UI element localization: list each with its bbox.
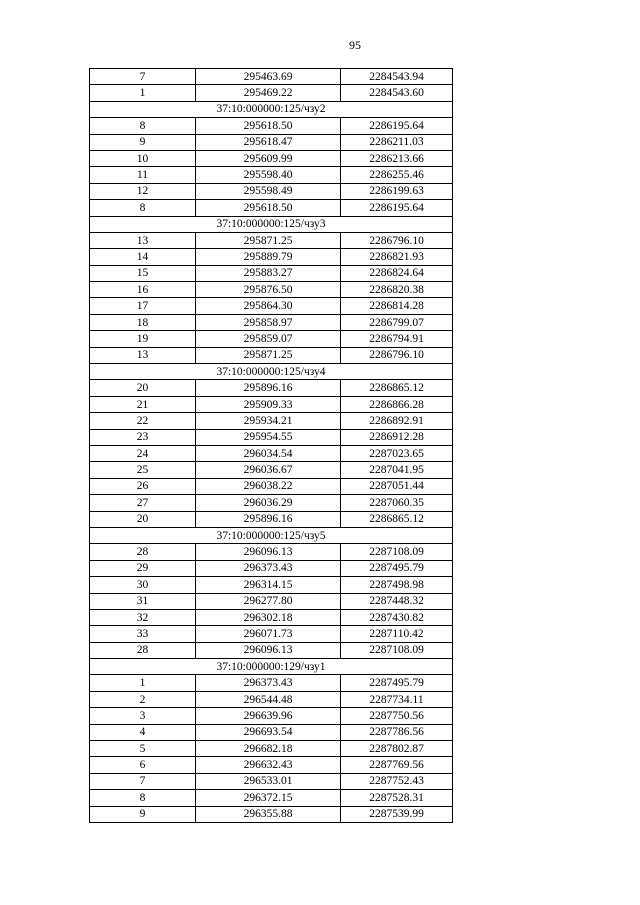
section-label: 37:10:000000:125/чзу2 (90, 101, 453, 117)
table-row (90, 183, 453, 199)
y-coordinate-cell: 2286255.46 (341, 167, 453, 183)
x-coordinate-cell: 296034.54 (196, 445, 341, 461)
point-number-cell: 6 (90, 757, 196, 773)
table-row (90, 429, 453, 445)
table-row (90, 609, 453, 625)
y-coordinate-cell: 2286211.03 (341, 134, 453, 150)
section-header-row (90, 364, 453, 380)
table-row (90, 544, 453, 560)
x-coordinate-cell: 296372.15 (196, 790, 341, 806)
y-coordinate-cell: 2287786.56 (341, 724, 453, 740)
point-number-cell: 24 (90, 445, 196, 461)
point-number-cell: 8 (90, 790, 196, 806)
y-coordinate-cell: 2286824.64 (341, 265, 453, 281)
y-coordinate-cell: 2286892.91 (341, 413, 453, 429)
x-coordinate-cell: 295954.55 (196, 429, 341, 445)
table-row (90, 150, 453, 166)
x-coordinate-cell: 295889.79 (196, 249, 341, 265)
y-coordinate-cell: 2287430.82 (341, 609, 453, 625)
point-number-cell: 23 (90, 429, 196, 445)
y-coordinate-cell: 2286796.10 (341, 347, 453, 363)
point-number-cell: 9 (90, 806, 196, 822)
table-row (90, 118, 453, 134)
point-number-cell: 10 (90, 150, 196, 166)
y-coordinate-cell: 2286865.12 (341, 511, 453, 527)
y-coordinate-cell: 2286814.28 (341, 298, 453, 314)
y-coordinate-cell: 2286195.64 (341, 200, 453, 216)
table-row (90, 462, 453, 478)
point-number-cell: 11 (90, 167, 196, 183)
point-number-cell: 8 (90, 118, 196, 134)
table-row (90, 560, 453, 576)
point-number-cell: 9 (90, 134, 196, 150)
y-coordinate-cell: 2286820.38 (341, 282, 453, 298)
point-number-cell: 28 (90, 544, 196, 560)
table-row (90, 445, 453, 461)
point-number-cell: 18 (90, 314, 196, 330)
x-coordinate-cell: 296682.18 (196, 741, 341, 757)
x-coordinate-cell: 295598.49 (196, 183, 341, 199)
table-row (90, 593, 453, 609)
y-coordinate-cell: 2286796.10 (341, 232, 453, 248)
y-coordinate-cell: 2286199.63 (341, 183, 453, 199)
x-coordinate-cell: 295618.50 (196, 118, 341, 134)
y-coordinate-cell: 2287108.09 (341, 642, 453, 658)
section-label: 37:10:000000:125/чзу5 (90, 527, 453, 543)
x-coordinate-cell: 295871.25 (196, 347, 341, 363)
point-number-cell: 7 (90, 773, 196, 789)
point-number-cell: 33 (90, 626, 196, 642)
point-number-cell: 13 (90, 232, 196, 248)
point-number-cell: 19 (90, 331, 196, 347)
x-coordinate-cell: 296277.80 (196, 593, 341, 609)
table-row (90, 134, 453, 150)
point-number-cell: 27 (90, 495, 196, 511)
table-row (90, 577, 453, 593)
table-row (90, 265, 453, 281)
x-coordinate-cell: 296632.43 (196, 757, 341, 773)
y-coordinate-cell: 2284543.60 (341, 85, 453, 101)
x-coordinate-cell: 295864.30 (196, 298, 341, 314)
x-coordinate-cell: 295934.21 (196, 413, 341, 429)
y-coordinate-cell: 2286865.12 (341, 380, 453, 396)
table-row (90, 626, 453, 642)
table-row (90, 642, 453, 658)
x-coordinate-cell: 296533.01 (196, 773, 341, 789)
point-number-cell: 16 (90, 282, 196, 298)
x-coordinate-cell: 295876.50 (196, 282, 341, 298)
y-coordinate-cell: 2286866.28 (341, 396, 453, 412)
table-row (90, 282, 453, 298)
x-coordinate-cell: 295859.07 (196, 331, 341, 347)
x-coordinate-cell: 295609.99 (196, 150, 341, 166)
y-coordinate-cell: 2286912.28 (341, 429, 453, 445)
point-number-cell: 1 (90, 85, 196, 101)
point-number-cell: 7 (90, 69, 196, 85)
y-coordinate-cell: 2287051.44 (341, 478, 453, 494)
y-coordinate-cell: 2287448.32 (341, 593, 453, 609)
y-coordinate-cell: 2287110.42 (341, 626, 453, 642)
x-coordinate-cell: 296096.13 (196, 642, 341, 658)
y-coordinate-cell: 2284543.94 (341, 69, 453, 85)
point-number-cell: 26 (90, 478, 196, 494)
point-number-cell: 8 (90, 200, 196, 216)
table-row (90, 708, 453, 724)
x-coordinate-cell: 295598.40 (196, 167, 341, 183)
y-coordinate-cell: 2286794.91 (341, 331, 453, 347)
page-number: 95 (349, 38, 361, 52)
coordinates-table (89, 68, 453, 823)
point-number-cell: 25 (90, 462, 196, 478)
y-coordinate-cell: 2287752.43 (341, 773, 453, 789)
x-coordinate-cell: 295618.50 (196, 200, 341, 216)
y-coordinate-cell: 2287041.95 (341, 462, 453, 478)
point-number-cell: 22 (90, 413, 196, 429)
x-coordinate-cell: 296036.29 (196, 495, 341, 511)
point-number-cell: 29 (90, 560, 196, 576)
x-coordinate-cell: 296314.15 (196, 577, 341, 593)
point-number-cell: 31 (90, 593, 196, 609)
x-coordinate-cell: 295896.16 (196, 511, 341, 527)
x-coordinate-cell: 296036.67 (196, 462, 341, 478)
x-coordinate-cell: 295463.69 (196, 69, 341, 85)
table-row (90, 790, 453, 806)
table-row (90, 741, 453, 757)
section-label: 37:10:000000:129/чзу1 (90, 659, 453, 675)
x-coordinate-cell: 295858.97 (196, 314, 341, 330)
table-row (90, 167, 453, 183)
y-coordinate-cell: 2287108.09 (341, 544, 453, 560)
table-row (90, 331, 453, 347)
x-coordinate-cell: 296096.13 (196, 544, 341, 560)
table-row (90, 773, 453, 789)
x-coordinate-cell: 295909.33 (196, 396, 341, 412)
x-coordinate-cell: 295618.47 (196, 134, 341, 150)
table-row (90, 511, 453, 527)
y-coordinate-cell: 2287023.65 (341, 445, 453, 461)
table-row (90, 675, 453, 691)
y-coordinate-cell: 2286213.66 (341, 150, 453, 166)
y-coordinate-cell: 2287060.35 (341, 495, 453, 511)
table-row (90, 298, 453, 314)
y-coordinate-cell: 2287495.79 (341, 675, 453, 691)
table-row (90, 396, 453, 412)
x-coordinate-cell: 296038.22 (196, 478, 341, 494)
x-coordinate-cell: 296693.54 (196, 724, 341, 740)
table-row (90, 314, 453, 330)
x-coordinate-cell: 296373.43 (196, 560, 341, 576)
table-row (90, 691, 453, 707)
y-coordinate-cell: 2286821.93 (341, 249, 453, 265)
section-header-row (90, 659, 453, 675)
table-row (90, 724, 453, 740)
point-number-cell: 14 (90, 249, 196, 265)
x-coordinate-cell: 296639.96 (196, 708, 341, 724)
point-number-cell: 1 (90, 675, 196, 691)
point-number-cell: 21 (90, 396, 196, 412)
point-number-cell: 2 (90, 691, 196, 707)
point-number-cell: 20 (90, 380, 196, 396)
table-row (90, 200, 453, 216)
point-number-cell: 3 (90, 708, 196, 724)
y-coordinate-cell: 2287498.98 (341, 577, 453, 593)
table-row (90, 249, 453, 265)
x-coordinate-cell: 295883.27 (196, 265, 341, 281)
x-coordinate-cell: 296373.43 (196, 675, 341, 691)
x-coordinate-cell: 296071.73 (196, 626, 341, 642)
table-row (90, 85, 453, 101)
table-row (90, 478, 453, 494)
table-row (90, 347, 453, 363)
point-number-cell: 13 (90, 347, 196, 363)
y-coordinate-cell: 2286195.64 (341, 118, 453, 134)
y-coordinate-cell: 2287539.99 (341, 806, 453, 822)
x-coordinate-cell: 295871.25 (196, 232, 341, 248)
coordinates-table-body (90, 69, 453, 823)
x-coordinate-cell: 296302.18 (196, 609, 341, 625)
y-coordinate-cell: 2287769.56 (341, 757, 453, 773)
y-coordinate-cell: 2287528.31 (341, 790, 453, 806)
table-row (90, 495, 453, 511)
y-coordinate-cell: 2287734.11 (341, 691, 453, 707)
y-coordinate-cell: 2287750.56 (341, 708, 453, 724)
point-number-cell: 20 (90, 511, 196, 527)
table-row (90, 69, 453, 85)
table-row (90, 232, 453, 248)
x-coordinate-cell: 296544.48 (196, 691, 341, 707)
point-number-cell: 15 (90, 265, 196, 281)
point-number-cell: 5 (90, 741, 196, 757)
x-coordinate-cell: 295896.16 (196, 380, 341, 396)
table-row (90, 757, 453, 773)
table-row (90, 380, 453, 396)
section-header-row (90, 101, 453, 117)
table-row (90, 806, 453, 822)
y-coordinate-cell: 2286799.07 (341, 314, 453, 330)
table-row (90, 413, 453, 429)
point-number-cell: 17 (90, 298, 196, 314)
point-number-cell: 30 (90, 577, 196, 593)
section-label: 37:10:000000:125/чзу3 (90, 216, 453, 232)
section-label: 37:10:000000:125/чзу4 (90, 364, 453, 380)
x-coordinate-cell: 296355.88 (196, 806, 341, 822)
section-header-row (90, 216, 453, 232)
point-number-cell: 32 (90, 609, 196, 625)
section-header-row (90, 527, 453, 543)
point-number-cell: 12 (90, 183, 196, 199)
point-number-cell: 28 (90, 642, 196, 658)
x-coordinate-cell: 295469.22 (196, 85, 341, 101)
y-coordinate-cell: 2287495.79 (341, 560, 453, 576)
point-number-cell: 4 (90, 724, 196, 740)
y-coordinate-cell: 2287802.87 (341, 741, 453, 757)
